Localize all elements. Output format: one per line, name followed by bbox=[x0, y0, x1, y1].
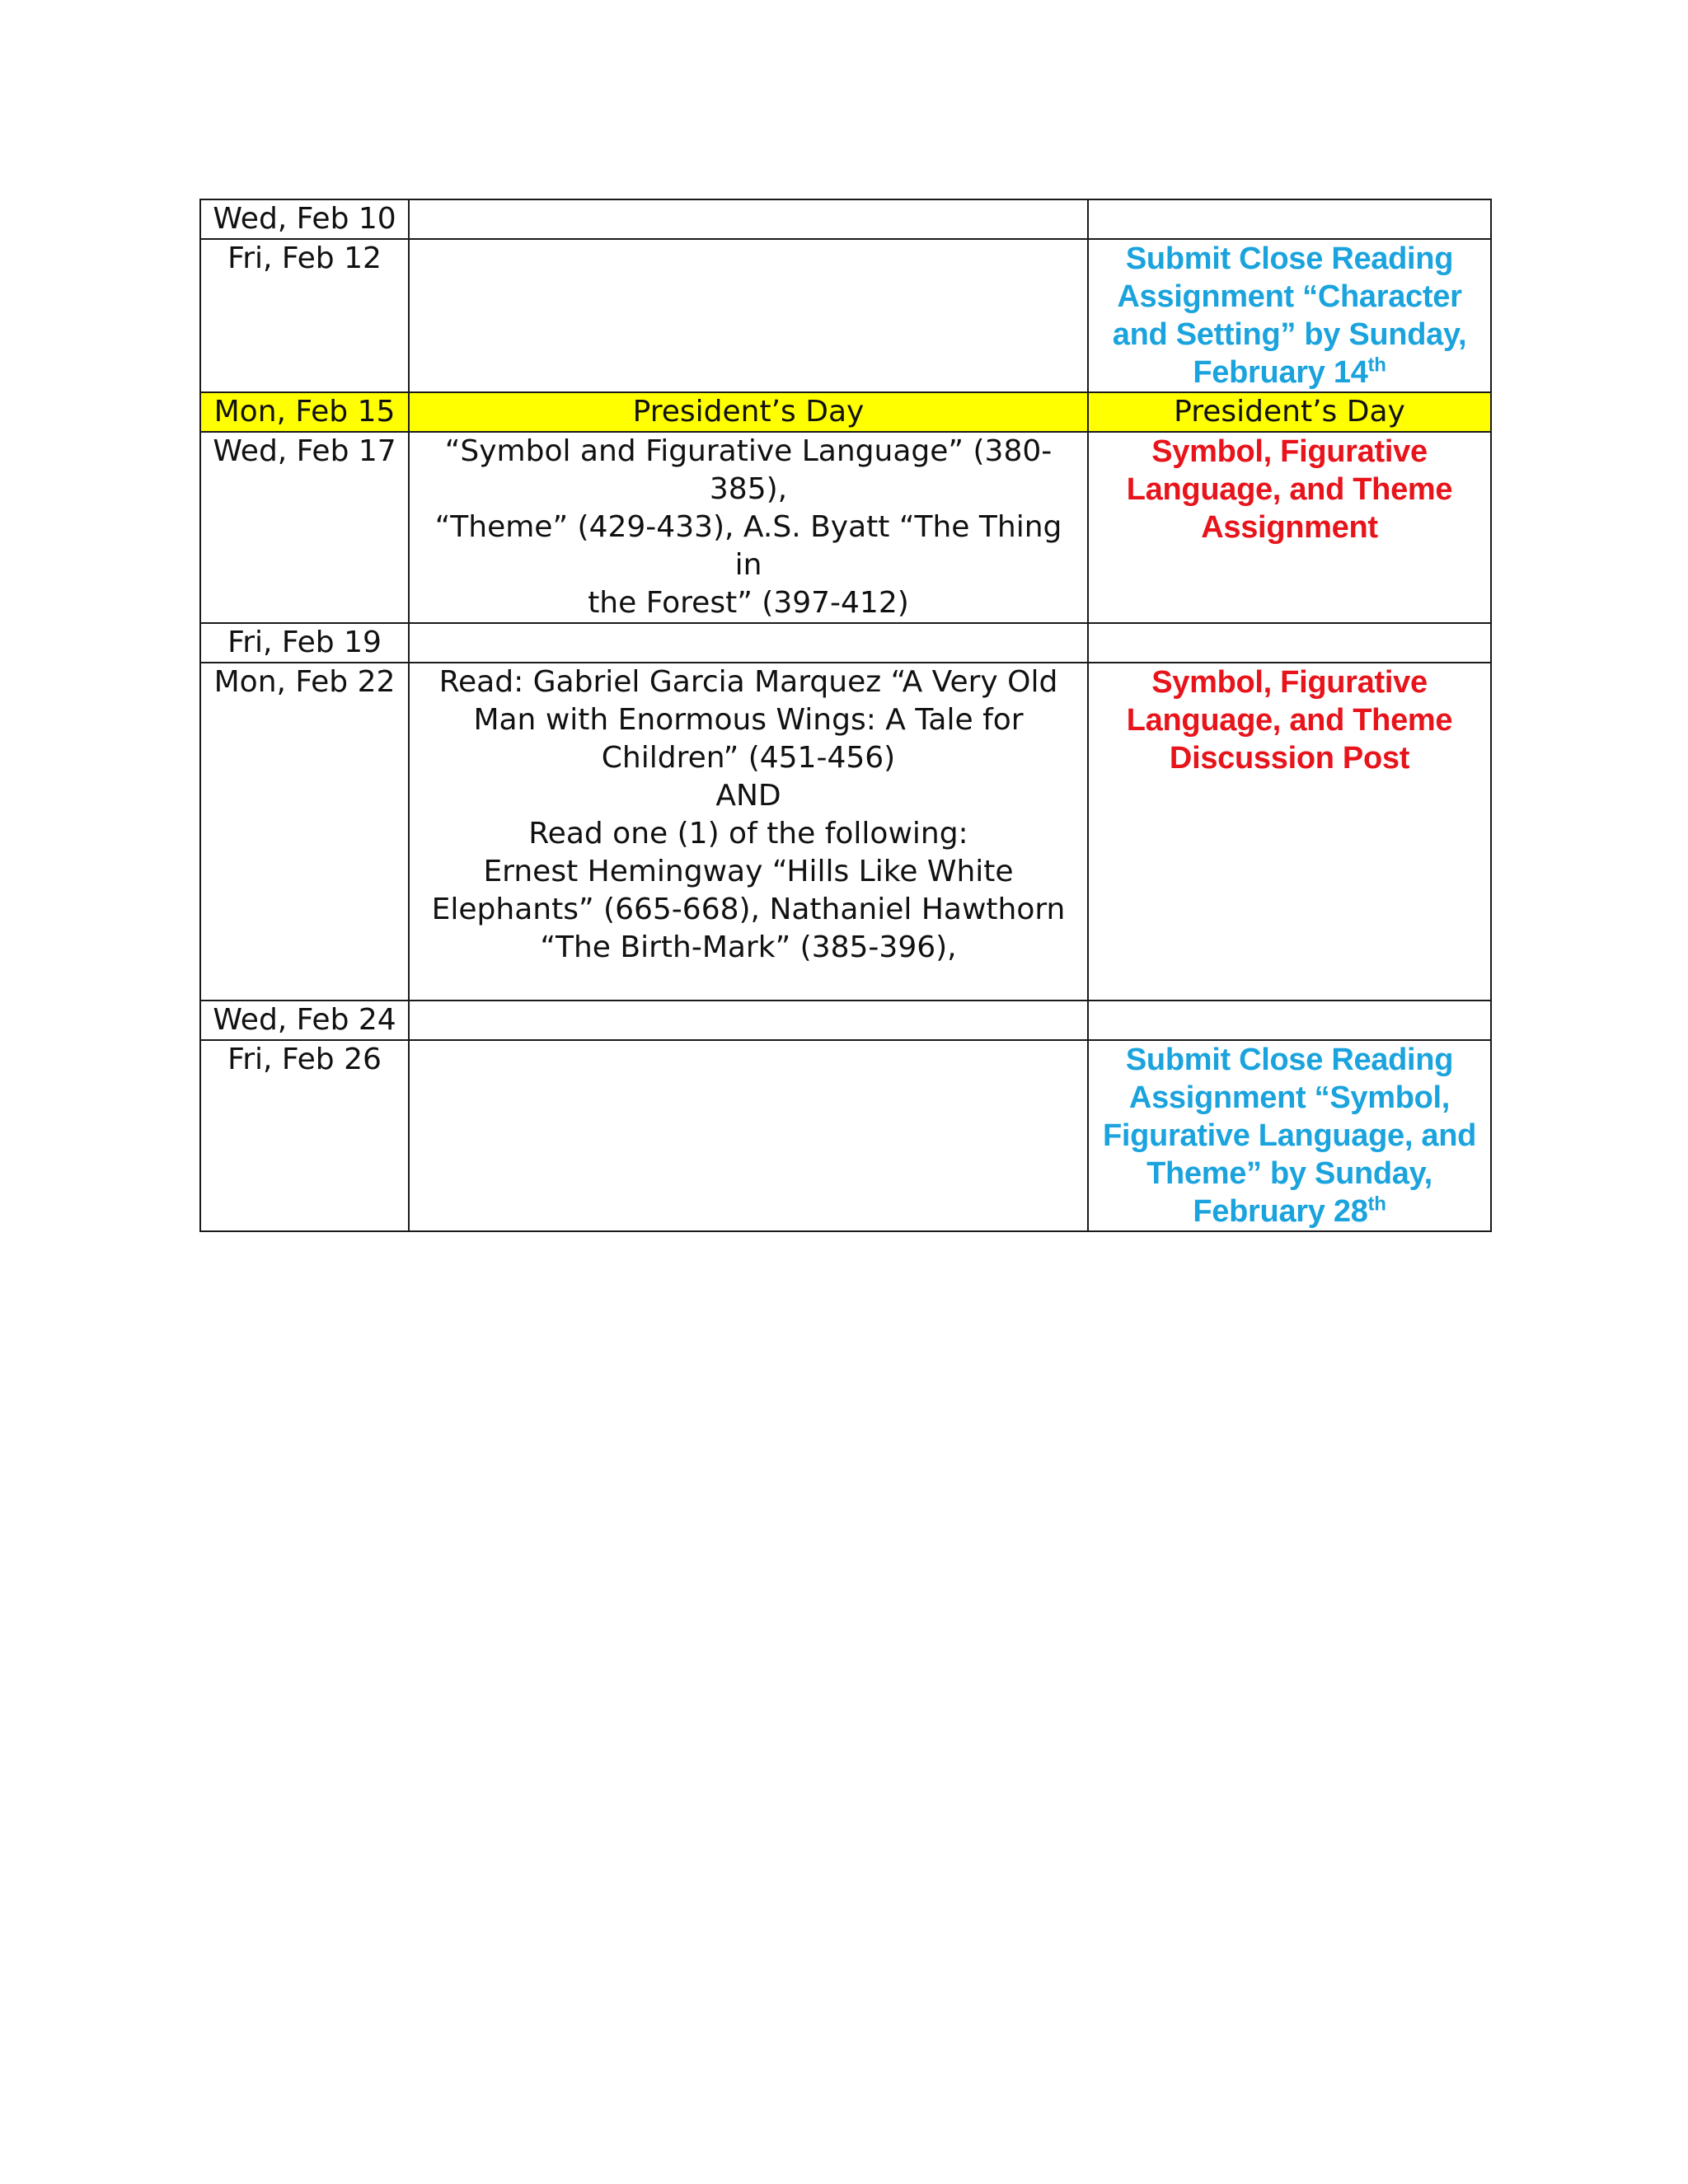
due-line: Submit Close Reading bbox=[1125, 241, 1454, 276]
table-row bbox=[200, 239, 1491, 392]
holiday-label: President’s Day bbox=[1174, 395, 1405, 429]
table-row bbox=[200, 199, 1491, 239]
due-line-date bbox=[1097, 354, 1482, 391]
due-date-text: February 14 bbox=[1193, 355, 1368, 390]
due-assignment bbox=[1097, 433, 1482, 546]
ordinal-suffix: th bbox=[1367, 354, 1386, 377]
date-label: Wed, Feb 17 bbox=[213, 434, 396, 468]
date-label: Mon, Feb 22 bbox=[213, 665, 396, 699]
date-label: Wed, Feb 24 bbox=[213, 1003, 396, 1037]
due-discussion-post bbox=[1097, 663, 1482, 777]
date-label: Mon, Feb 15 bbox=[213, 395, 396, 429]
table-row-holiday bbox=[200, 392, 1491, 432]
table-row bbox=[200, 1040, 1491, 1231]
reading-line: Ernest Hemingway “Hills Like White bbox=[483, 855, 1014, 888]
reading-line: Read: Gabriel Garcia Marquez “A Very Old bbox=[438, 665, 1058, 699]
due-cell bbox=[1088, 392, 1491, 432]
due-line: Language, and Theme bbox=[1126, 472, 1453, 507]
due-submit-close-reading bbox=[1097, 240, 1482, 391]
date-cell bbox=[200, 623, 409, 663]
reading-line: Man with Enormous Wings: A Tale for bbox=[473, 703, 1024, 737]
reading-cell bbox=[409, 432, 1088, 623]
due-line: Assignment “Character bbox=[1117, 279, 1462, 314]
reading-line: Elephants” (665-668), Nathaniel Hawthorn bbox=[431, 893, 1066, 926]
reading-line: “The Birth-Mark” (385-396), bbox=[540, 930, 957, 964]
reading-cell bbox=[409, 663, 1088, 1001]
due-cell bbox=[1088, 663, 1491, 1001]
due-line: Symbol, Figurative bbox=[1151, 665, 1428, 700]
table-row bbox=[200, 432, 1491, 623]
due-line: Submit Close Reading bbox=[1125, 1043, 1454, 1077]
reading-cell bbox=[409, 1040, 1088, 1231]
date-label: Fri, Feb 19 bbox=[227, 626, 382, 659]
table-row bbox=[200, 663, 1491, 1001]
due-line-date bbox=[1097, 1193, 1482, 1230]
ordinal-suffix: th bbox=[1367, 1193, 1386, 1216]
date-cell bbox=[200, 1001, 409, 1040]
due-line: Figurative Language, and bbox=[1102, 1118, 1477, 1153]
reading-line: Read one (1) of the following: bbox=[528, 817, 968, 851]
due-line: Language, and Theme bbox=[1126, 703, 1453, 738]
due-line: Assignment bbox=[1201, 510, 1378, 545]
reading-cell bbox=[409, 1001, 1088, 1040]
due-date-text: February 28 bbox=[1193, 1194, 1368, 1229]
reading-line: Children” (451-456) bbox=[601, 741, 896, 775]
due-line: and Setting” by Sunday, bbox=[1112, 317, 1467, 352]
date-cell bbox=[200, 432, 409, 623]
date-label: Wed, Feb 10 bbox=[213, 202, 396, 236]
due-line: Assignment “Symbol, bbox=[1128, 1080, 1451, 1115]
date-label: Fri, Feb 12 bbox=[227, 241, 382, 275]
table-row bbox=[200, 1001, 1491, 1040]
reading-cell bbox=[409, 199, 1088, 239]
reading-cell bbox=[409, 623, 1088, 663]
reading-line: “Symbol and Figurative Language” (380-385), bbox=[444, 434, 1053, 506]
table-row bbox=[200, 623, 1491, 663]
due-cell bbox=[1088, 623, 1491, 663]
holiday-label: President’s Day bbox=[632, 395, 865, 429]
date-cell bbox=[200, 199, 409, 239]
reading-cell bbox=[409, 392, 1088, 432]
date-cell bbox=[200, 663, 409, 1001]
course-schedule-table bbox=[199, 199, 1492, 1232]
due-line: Theme” by Sunday, bbox=[1146, 1156, 1432, 1191]
due-line: Discussion Post bbox=[1169, 741, 1410, 776]
due-submit-close-reading bbox=[1097, 1041, 1482, 1230]
reading-line: the Forest” (397-412) bbox=[588, 586, 909, 620]
due-cell bbox=[1088, 432, 1491, 623]
due-line: Symbol, Figurative bbox=[1151, 434, 1428, 469]
due-cell bbox=[1088, 1040, 1491, 1231]
reading-cell bbox=[409, 239, 1088, 392]
date-cell bbox=[200, 239, 409, 392]
date-cell bbox=[200, 392, 409, 432]
reading-line: AND bbox=[715, 779, 781, 813]
reading-line: “Theme” (429-433), A.S. Byatt “The Thing in bbox=[434, 510, 1062, 582]
due-cell bbox=[1088, 1001, 1491, 1040]
due-cell bbox=[1088, 239, 1491, 392]
due-cell bbox=[1088, 199, 1491, 239]
date-cell bbox=[200, 1040, 409, 1231]
date-label: Fri, Feb 26 bbox=[227, 1043, 382, 1076]
